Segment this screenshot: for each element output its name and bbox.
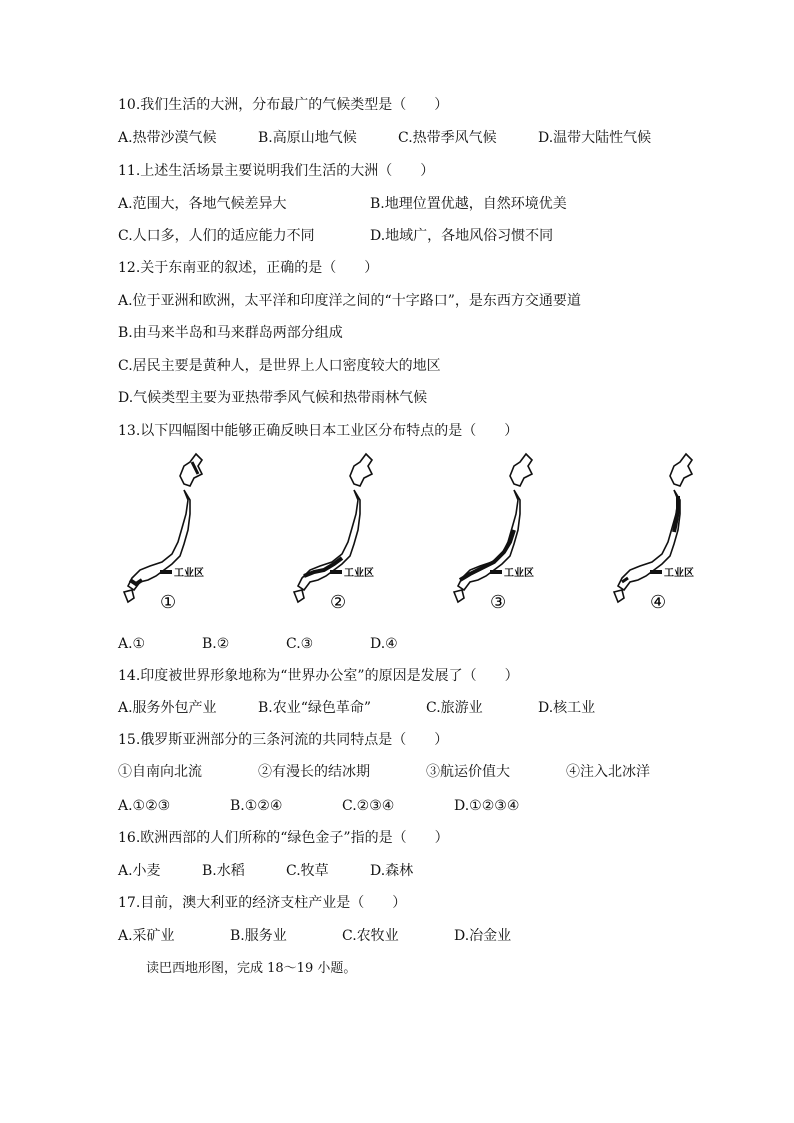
q14-option-a[interactable]: A.服务外包产业 (118, 700, 217, 716)
q15-statement-4: ④注入北冰洋 (566, 764, 650, 780)
fig4-legend: 工业区 (664, 568, 694, 579)
q15-option-a[interactable]: A.①②③ (118, 798, 171, 814)
question-11-stem: 11.上述生活场景主要说明我们生活的大洲（ ） (118, 163, 435, 179)
q11-option-d[interactable]: D.地域广，各地风俗习惯不同 (370, 228, 554, 244)
q10-option-d[interactable]: D.温带大陆性气候 (538, 130, 652, 146)
q15-statement-2: ②有漫长的结冰期 (258, 764, 370, 780)
japan-map-2-svg (288, 452, 418, 612)
q15-option-d[interactable]: D.①②③④ (454, 798, 520, 814)
q16-option-a[interactable]: A.小麦 (118, 863, 161, 879)
question-15-stem: 15.俄罗斯亚洲部分的三条河流的共同特点是（ ） (118, 732, 449, 748)
japan-map-4-svg (608, 452, 738, 612)
question-14-stem: 14.印度被世界形象地称为“世界办公室”的原因是发展了（ ） (118, 668, 519, 684)
q10-option-a[interactable]: A.热带沙漠气候 (118, 130, 217, 146)
question-13-stem: 13.以下四幅图中能够正确反映日本工业区分布特点的是（ ） (118, 423, 519, 439)
q16-option-b[interactable]: B.水稻 (202, 863, 245, 879)
q14-option-d[interactable]: D.核工业 (538, 700, 596, 716)
q15-statement-3: ③航运价值大 (426, 764, 510, 780)
fig2-legend: 工业区 (344, 568, 374, 579)
japan-map-3-svg (448, 452, 578, 612)
question-16-stem: 16.欧洲西部的人们所称的“绿色金子”指的是（ ） (118, 830, 449, 846)
q10-option-b[interactable]: B.高原山地气候 (258, 130, 357, 146)
q13-option-b[interactable]: B.② (202, 636, 230, 652)
question-17-stem: 17.目前，澳大利亚的经济支柱产业是（ ） (118, 895, 407, 911)
q17-option-c[interactable]: C.农牧业 (342, 928, 399, 944)
q12-option-d[interactable]: D.气候类型主要为亚热带季风气候和热带雨林气候 (118, 390, 428, 406)
q14-option-b[interactable]: B.农业“绿色革命” (258, 700, 372, 716)
q12-option-b[interactable]: B.由马来半岛和马来群岛两部分组成 (118, 325, 343, 341)
fig3-legend: 工业区 (504, 568, 534, 579)
q16-option-d[interactable]: D.森林 (370, 863, 414, 879)
question-12-stem: 12.关于东南亚的叙述，正确的是（ ） (118, 260, 379, 276)
q12-option-c[interactable]: C.居民主要是黄种人，是世界上人口密度较大的地区 (118, 358, 441, 374)
question-10-stem: 10.我们生活的大洲，分布最广的气候类型是（ ） (118, 97, 449, 113)
q11-option-c[interactable]: C.人口多，人们的适应能力不同 (118, 228, 315, 244)
fig1-number: ① (160, 592, 177, 612)
japan-map-figure-2 (288, 452, 418, 612)
q11-option-a[interactable]: A.范围大，各地气候差异大 (118, 196, 287, 212)
q13-option-a[interactable]: A.① (118, 636, 146, 652)
q10-option-c[interactable]: C.热带季风气候 (398, 130, 497, 146)
q11-option-b[interactable]: B.地理位置优越，自然环境优美 (370, 196, 567, 212)
fig2-number: ② (330, 592, 347, 612)
q15-option-c[interactable]: C.②③④ (342, 798, 395, 814)
q13-option-d[interactable]: D.④ (370, 636, 398, 652)
japan-map-figure-4 (608, 452, 738, 612)
q17-option-b[interactable]: B.服务业 (230, 928, 287, 944)
q15-statement-1: ①自南向北流 (118, 764, 202, 780)
japan-map-1-svg (118, 452, 248, 612)
q15-option-b[interactable]: B.①②④ (230, 798, 283, 814)
fig4-number: ④ (650, 592, 667, 612)
q14-option-c[interactable]: C.旅游业 (426, 700, 483, 716)
fig3-number: ③ (490, 592, 507, 612)
japan-map-figure-1 (118, 452, 248, 612)
q13-option-c[interactable]: C.③ (286, 636, 314, 652)
q17-option-d[interactable]: D.冶金业 (454, 928, 512, 944)
reading-instruction: 读巴西地形图，完成 18～19 小题。 (146, 961, 357, 976)
q16-option-c[interactable]: C.牧草 (286, 863, 329, 879)
q17-option-a[interactable]: A.采矿业 (118, 928, 175, 944)
fig1-legend: 工业区 (174, 568, 204, 579)
q12-option-a[interactable]: A.位于亚洲和欧洲，太平洋和印度洋之间的“十字路口”，是东西方交通要道 (118, 293, 581, 309)
japan-map-figure-3 (448, 452, 578, 612)
